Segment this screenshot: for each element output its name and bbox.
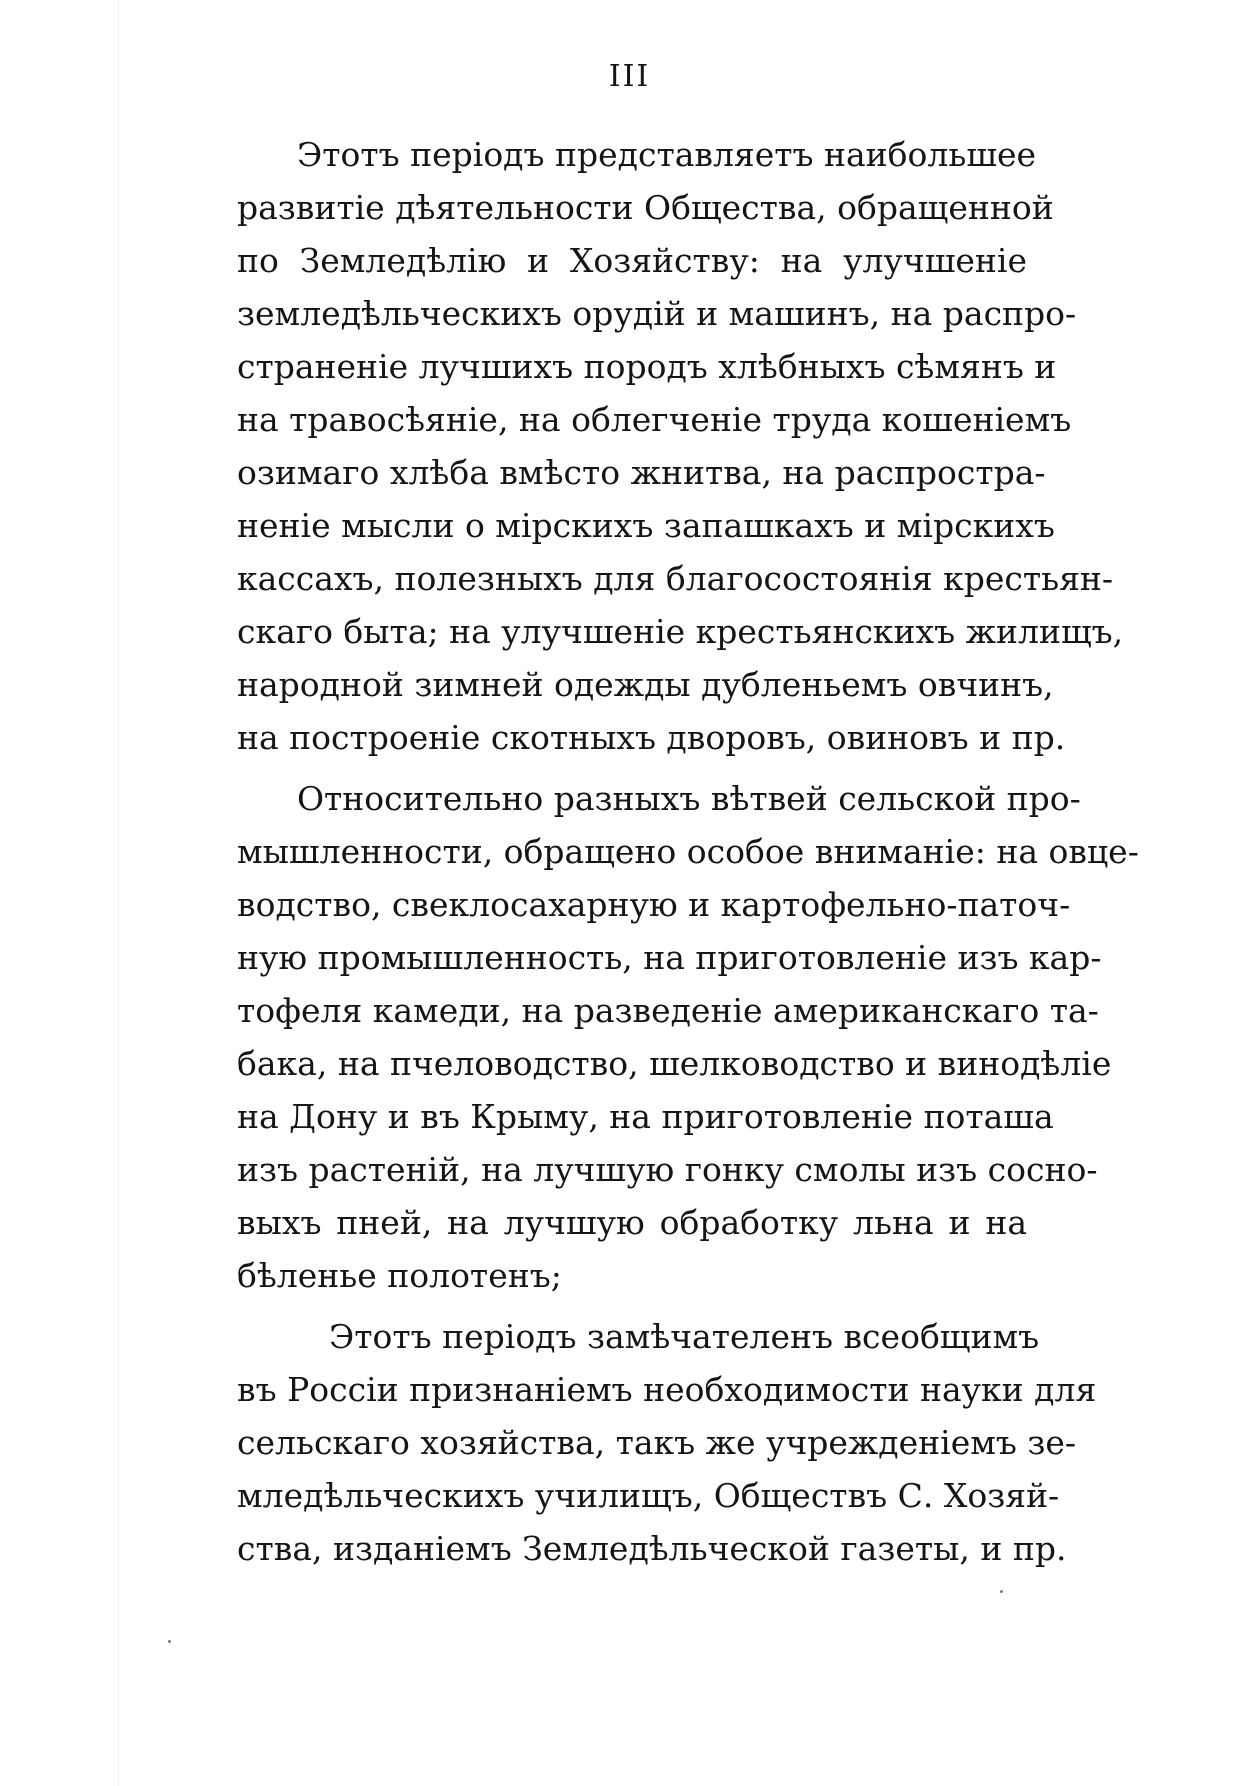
text-line: кассахъ, полезныхъ для благосостоянія крестьян- bbox=[237, 559, 1114, 598]
page-number: III bbox=[608, 59, 651, 94]
text-line: народной зимней одежды дубленьемъ овчинъ, bbox=[237, 665, 1054, 704]
text-line: мледѣльческихъ училищъ, Обществъ С. Хозяй- bbox=[237, 1476, 1060, 1515]
text-line: въ Россіи признаніемъ необходимости науки для bbox=[237, 1370, 1097, 1409]
text-line: на построеніе скотныхъ дворовъ, овиновъ и пр. bbox=[237, 718, 1066, 757]
text-line: развитіе дѣятельности Общества, обращенной bbox=[237, 188, 1054, 227]
text-line: выхъ пней, на лучшую обработку льна и на bbox=[237, 1203, 1027, 1242]
text-line: земледѣльческихъ орудій и машинъ, на распро- bbox=[237, 294, 1077, 333]
text-line: озимаго хлѣба вмѣсто жнитва, на распростра- bbox=[237, 453, 1046, 492]
paper-speck bbox=[1000, 1590, 1003, 1593]
text-line: Этотъ періодъ замѣчателенъ всеобщимъ bbox=[329, 1317, 1040, 1356]
text-line: страненіе лучшихъ породъ хлѣбныхъ сѣмянъ и bbox=[237, 347, 1057, 386]
text-line: Относительно разныхъ вѣтвей сельской про- bbox=[297, 779, 1081, 818]
text-line: на травосѣяніе, на облегченіе труда кошеніемъ bbox=[237, 400, 1072, 439]
text-line: водство, свеклосахарную и картофельно-паточ- bbox=[237, 885, 1071, 924]
text-line: бѣленье полотенъ; bbox=[237, 1256, 562, 1295]
text-line: сельскаго хозяйства, такъ же учрежденіемъ зе- bbox=[237, 1423, 1077, 1462]
text-line: ства, изданіемъ Земледѣльческой газеты, и пр. bbox=[237, 1529, 1067, 1568]
text-line: на Дону и въ Крыму, на приготовленіе поташа bbox=[237, 1097, 1054, 1136]
text-line: мышленности, обращено особое вниманіе: на овце- bbox=[237, 832, 1139, 871]
text-line: по Земледѣлію и Хозяйству: на улучшеніе bbox=[237, 241, 1027, 280]
body-text bbox=[237, 128, 1139, 1575]
text-line: бака, на пчеловодство, шелководство и винодѣліе bbox=[237, 1044, 1112, 1083]
text-line: тофеля камеди, на разведеніе американскаго та- bbox=[237, 991, 1099, 1030]
text-line: неніе мысли о мірскихъ запашкахъ и мірскихъ bbox=[237, 506, 1055, 545]
page-edge-shadow bbox=[118, 0, 119, 1786]
text-line: ную промышленность, на приготовленіе изъ кар- bbox=[237, 938, 1102, 977]
text-line: Этотъ періодъ представляетъ наибольшее bbox=[297, 135, 1037, 174]
text-line: скаго быта; на улучшеніе крестьянскихъ жилищъ, bbox=[237, 612, 1124, 651]
paragraph-gap bbox=[237, 1302, 1027, 1310]
paragraph-gap bbox=[237, 764, 1027, 772]
paper-speck bbox=[168, 1640, 171, 1643]
text-line: изъ растеній, на лучшую гонку смолы изъ сосно- bbox=[237, 1150, 1098, 1189]
